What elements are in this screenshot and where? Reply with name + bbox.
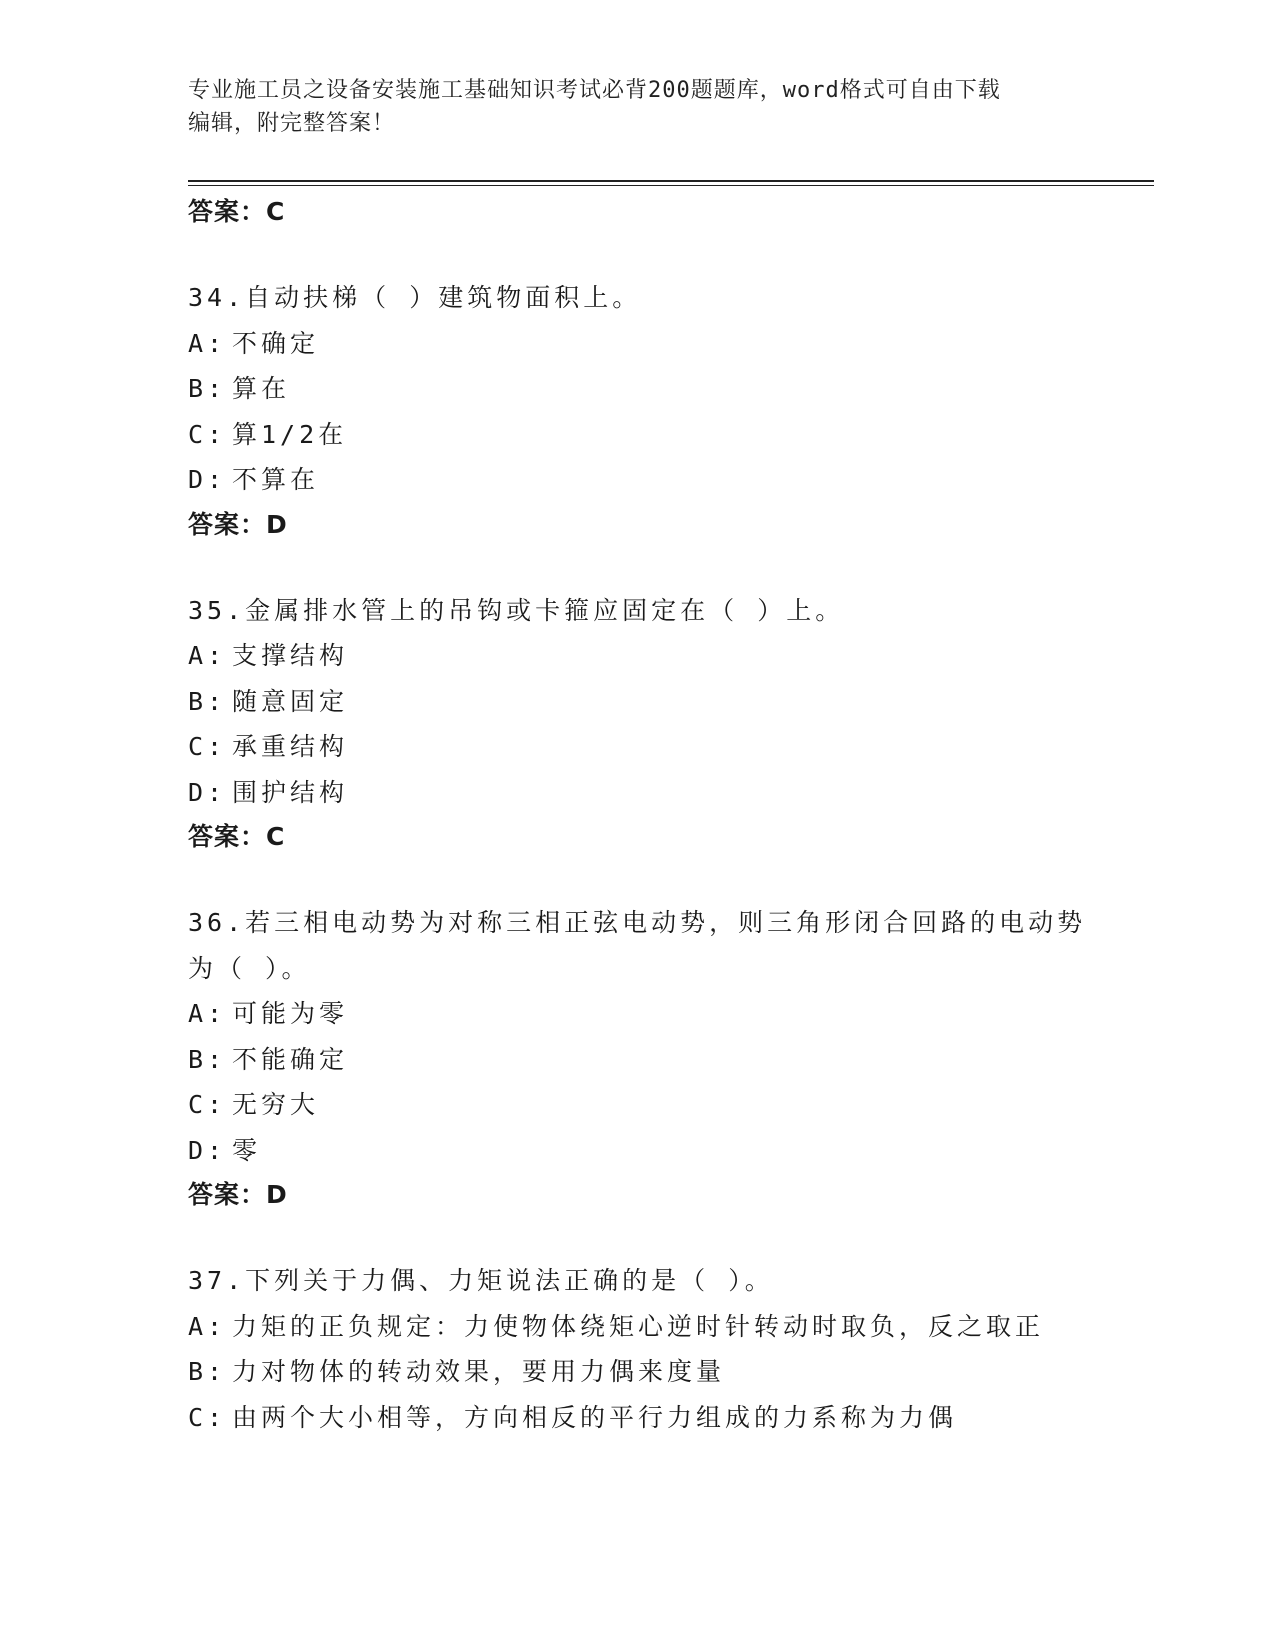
option-text: 不确定 <box>232 328 320 358</box>
answer-line: 答案：D <box>188 1180 288 1209</box>
option-letter: B: <box>188 686 227 716</box>
option-b <box>188 1037 1088 1083</box>
option-text: 零 <box>232 1135 262 1165</box>
option-letter: B: <box>188 1357 227 1386</box>
option-c <box>188 1395 1088 1441</box>
answer-line: 答案：C <box>188 822 286 851</box>
option-letter: C: <box>188 732 227 761</box>
option-c <box>188 724 1088 770</box>
header-divider-thick <box>188 180 1154 182</box>
option-text: 不能确定 <box>232 1044 349 1074</box>
option-letter: C: <box>188 1090 227 1119</box>
option-text: 不算在 <box>232 465 320 494</box>
option-b <box>188 366 1088 412</box>
question-item <box>188 900 1088 1217</box>
answer-line: 答案：D <box>188 509 288 539</box>
option-a <box>188 321 1088 367</box>
option-text: 力矩的正负规定：力使物体绕矩心逆时针转动时取负，反之取正 <box>232 1311 1045 1341</box>
option-letter: C: <box>188 419 227 449</box>
option-d <box>188 1128 1088 1174</box>
question-item <box>188 275 1088 547</box>
option-letter: B: <box>188 374 227 403</box>
option-text: 由两个大小相等，方向相反的平行力组成的力系称为力偶 <box>232 1402 958 1432</box>
option-letter: A: <box>188 328 227 358</box>
question-text: 34.自动扶梯（ ）建筑物面积上。 <box>188 283 642 312</box>
document-header <box>188 74 1068 140</box>
option-letter: D: <box>188 1135 227 1165</box>
question-text: 37.下列关于力偶、力矩说法正确的是（ ）。 <box>188 1266 774 1295</box>
option-b <box>188 679 1088 725</box>
option-letter: C: <box>188 1402 227 1432</box>
option-a <box>188 991 1088 1037</box>
question-list <box>188 190 1088 1440</box>
option-d <box>188 457 1088 503</box>
header-divider-thin <box>188 185 1154 186</box>
header-line-1: 专业施工员之设备安装施工基础知识考试必背200题题库，word格式可自由下载 <box>188 78 1001 103</box>
option-d <box>188 770 1088 816</box>
option-letter: A: <box>188 1311 227 1341</box>
option-text: 算在 <box>232 374 291 403</box>
option-letter: A: <box>188 641 227 670</box>
option-c <box>188 412 1088 458</box>
question-item <box>188 588 1088 860</box>
option-letter: A: <box>188 999 227 1028</box>
option-text: 随意固定 <box>232 686 349 716</box>
answer-line: 答案：C <box>188 197 286 226</box>
option-b <box>188 1349 1088 1395</box>
option-letter: D: <box>188 465 227 494</box>
option-c <box>188 1082 1088 1128</box>
option-letter: B: <box>188 1044 227 1074</box>
question-text-continued: 为（ ）。 <box>188 953 311 983</box>
option-text: 承重结构 <box>232 732 349 761</box>
question-text: 35.金属排水管上的吊钩或卡箍应固定在（ ）上。 <box>188 595 845 625</box>
option-text: 无穷大 <box>232 1090 320 1119</box>
header-line-2: 编辑，附完整答案！ <box>188 111 396 136</box>
option-a <box>188 633 1088 679</box>
option-letter: D: <box>188 777 227 807</box>
question-item <box>188 1258 1088 1440</box>
option-text: 围护结构 <box>232 777 349 807</box>
option-text: 算1/2在 <box>232 419 348 449</box>
option-text: 支撑结构 <box>232 641 349 670</box>
question-text: 36.若三相电动势为对称三相正弦电动势，则三角形闭合回路的电动势 <box>188 908 1087 937</box>
option-a <box>188 1304 1088 1350</box>
option-text: 力对物体的转动效果，要用力偶来度量 <box>232 1357 726 1386</box>
option-text: 可能为零 <box>232 999 349 1028</box>
